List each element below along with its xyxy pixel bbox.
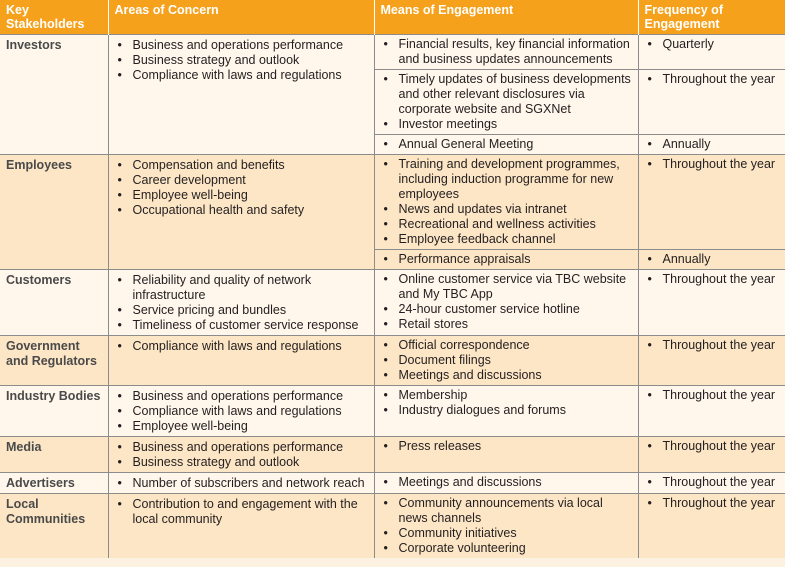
means-item: • Corporate volunteering (381, 541, 634, 556)
means-item: • 24-hour customer service hotline (381, 302, 634, 317)
frequency-cell (638, 386, 785, 437)
concern-item: • Employee well-being (115, 188, 370, 203)
concern-item: • Timeliness of customer service response (115, 318, 370, 333)
frequency-cell (638, 155, 785, 270)
stakeholder-name: Industry Bodies (0, 386, 108, 437)
frequency-segment (639, 437, 785, 456)
areas-of-concern-cell (108, 473, 374, 494)
engagement-segment (375, 134, 638, 154)
concern-item: • Number of subscribers and network reach (115, 476, 370, 491)
means-item: • Document filings (381, 353, 634, 368)
frequency-item: • Throughout the year (645, 157, 782, 172)
table-row (0, 35, 785, 155)
means-item: • News and updates via intranet (381, 202, 634, 217)
frequency-item: • Throughout the year (645, 72, 782, 87)
frequency-segment (639, 155, 785, 249)
table-row (0, 437, 785, 473)
areas-of-concern-cell (108, 155, 374, 270)
areas-of-concern-cell (108, 386, 374, 437)
frequency-segment (639, 35, 785, 69)
means-item: • Community announcements via local news channels (381, 496, 634, 526)
concern-item: • Compliance with laws and regulations (115, 339, 370, 354)
means-item: • Meetings and discussions (381, 368, 634, 383)
concern-item: • Business and operations performance (115, 38, 370, 53)
means-item: • Performance appraisals (381, 252, 634, 267)
means-item: • Industry dialogues and forums (381, 403, 634, 418)
means-item: • Annual General Meeting (381, 137, 634, 152)
areas-of-concern-cell (108, 494, 374, 559)
engagement-segment (375, 473, 638, 492)
means-item: • Employee feedback channel (381, 232, 634, 247)
concern-item: • Career development (115, 173, 370, 188)
frequency-item: • Throughout the year (645, 475, 782, 490)
frequency-cell (638, 494, 785, 559)
stakeholder-name: Media (0, 437, 108, 473)
means-item: • Official correspondence (381, 338, 634, 353)
means-item: • Community initiatives (381, 526, 634, 541)
stakeholder-name: Government and Regulators (0, 336, 108, 386)
stakeholder-name: Advertisers (0, 473, 108, 494)
concern-item: • Business strategy and outlook (115, 53, 370, 68)
engagement-segment (375, 270, 638, 334)
frequency-segment (639, 249, 785, 269)
concern-item: • Business and operations performance (115, 440, 370, 455)
engagement-segment (375, 69, 638, 134)
means-of-engagement-cell (374, 155, 638, 270)
engagement-segment (375, 249, 638, 269)
means-item: • Financial results, key financial information and business updates announcements (381, 37, 634, 67)
header-areas-of-concern: Areas of Concern (108, 0, 374, 35)
means-item: • Meetings and discussions (381, 475, 634, 490)
stakeholder-name: Local Communities (0, 494, 108, 559)
means-of-engagement-cell (374, 270, 638, 336)
concern-item: • Employee well-being (115, 419, 370, 434)
frequency-item: • Throughout the year (645, 338, 782, 353)
table-row (0, 473, 785, 494)
engagement-segment (375, 35, 638, 69)
frequency-cell (638, 336, 785, 386)
frequency-item: • Throughout the year (645, 439, 782, 454)
frequency-item: • Annually (645, 137, 782, 152)
table-row (0, 336, 785, 386)
means-of-engagement-cell (374, 336, 638, 386)
areas-of-concern-cell (108, 35, 374, 155)
concern-item: • Compliance with laws and regulations (115, 68, 370, 83)
frequency-segment (639, 386, 785, 420)
means-of-engagement-cell (374, 473, 638, 494)
frequency-item: • Throughout the year (645, 496, 782, 511)
concern-item: • Service pricing and bundles (115, 303, 370, 318)
table-row (0, 270, 785, 336)
means-item: • Recreational and wellness activities (381, 217, 634, 232)
header-key-stakeholders: Key Stakeholders (0, 0, 108, 35)
frequency-cell (638, 473, 785, 494)
concern-item: • Occupational health and safety (115, 203, 370, 218)
table-row (0, 386, 785, 437)
engagement-segment (375, 494, 638, 558)
header-row (0, 0, 785, 35)
header-means-of-engagement: Means of Engagement (374, 0, 638, 35)
means-of-engagement-cell (374, 386, 638, 437)
means-item: • Investor meetings (381, 117, 634, 132)
header-frequency-of-engagement: Frequency of Engagement (638, 0, 785, 35)
engagement-segment (375, 437, 638, 456)
frequency-segment (639, 134, 785, 154)
concern-item: • Business and operations performance (115, 389, 370, 404)
means-item: • Press releases (381, 439, 634, 454)
areas-of-concern-cell (108, 270, 374, 336)
means-item: • Training and development programmes, including induction programme for new employees (381, 157, 634, 202)
table-row (0, 494, 785, 559)
engagement-segment (375, 155, 638, 249)
frequency-item: • Throughout the year (645, 388, 782, 403)
concern-item: • Compliance with laws and regulations (115, 404, 370, 419)
frequency-item: • Throughout the year (645, 272, 782, 287)
means-item: • Membership (381, 388, 634, 403)
frequency-segment (639, 494, 785, 558)
stakeholder-name: Investors (0, 35, 108, 155)
means-item: • Online customer service via TBC website and My TBC App (381, 272, 634, 302)
means-of-engagement-cell (374, 35, 638, 155)
frequency-item: • Quarterly (645, 37, 782, 52)
frequency-cell (638, 35, 785, 155)
concern-item: • Compensation and benefits (115, 158, 370, 173)
stakeholder-name: Customers (0, 270, 108, 336)
areas-of-concern-cell (108, 437, 374, 473)
table-row (0, 155, 785, 270)
stakeholder-name: Employees (0, 155, 108, 270)
frequency-item: • Annually (645, 252, 782, 267)
frequency-segment (639, 69, 785, 134)
concern-item: • Contribution to and engagement with the local community (115, 497, 370, 527)
frequency-segment (639, 270, 785, 334)
frequency-segment (639, 473, 785, 492)
frequency-segment (639, 336, 785, 385)
means-of-engagement-cell (374, 494, 638, 559)
means-item: • Retail stores (381, 317, 634, 332)
means-item: • Timely updates of business developments and other relevant disclosures via corporate website and SGXNet (381, 72, 634, 117)
frequency-cell (638, 270, 785, 336)
areas-of-concern-cell (108, 336, 374, 386)
concern-item: • Business strategy and outlook (115, 455, 370, 470)
engagement-segment (375, 386, 638, 420)
means-of-engagement-cell (374, 437, 638, 473)
frequency-cell (638, 437, 785, 473)
engagement-segment (375, 336, 638, 385)
concern-item: • Reliability and quality of network infrastructure (115, 273, 370, 303)
